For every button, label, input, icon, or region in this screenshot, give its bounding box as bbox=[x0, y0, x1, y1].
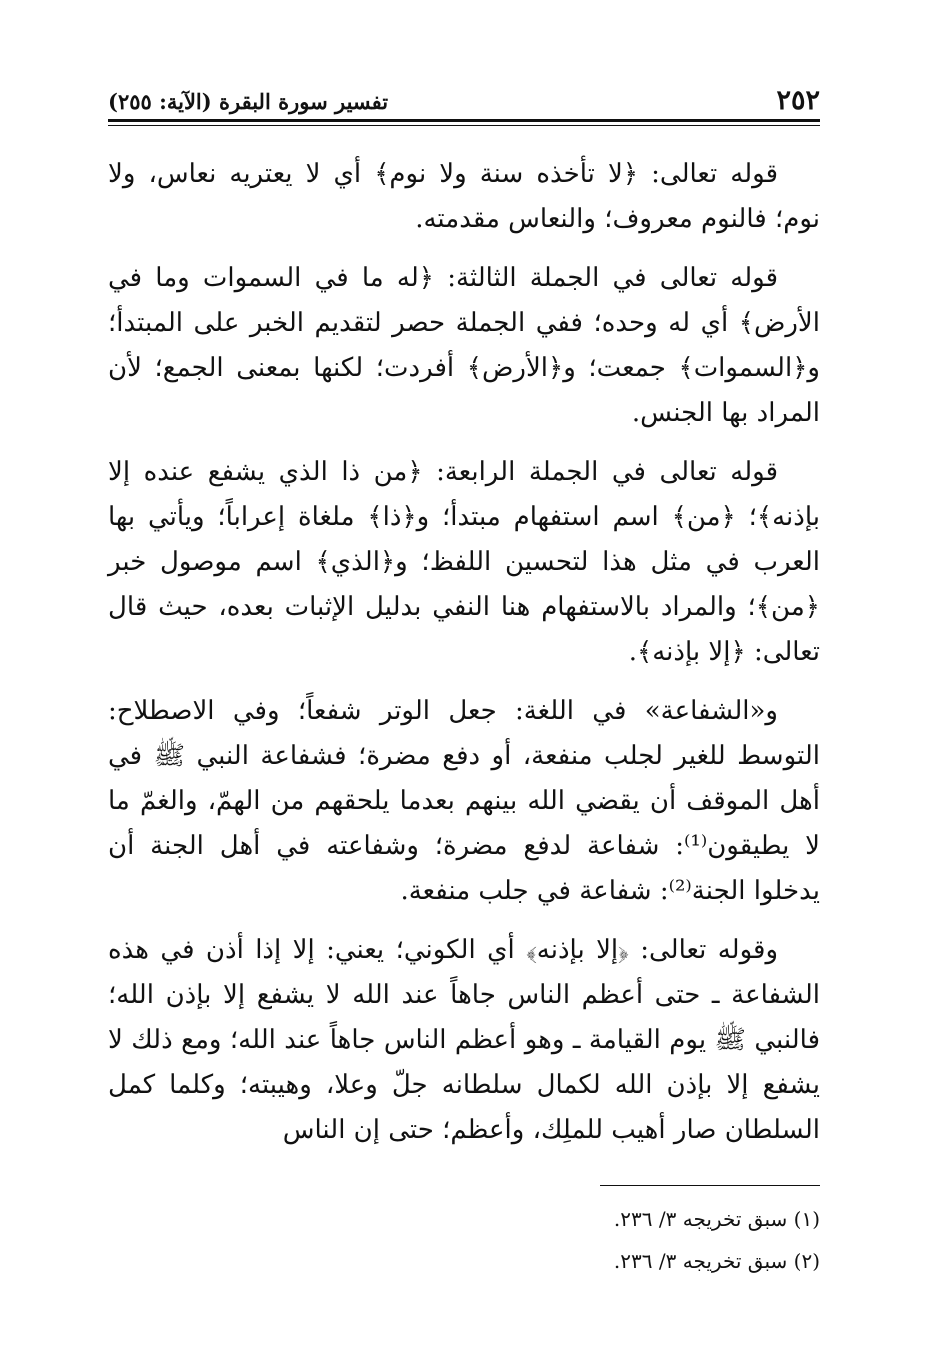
header-rule-thin bbox=[108, 125, 820, 126]
footnotes bbox=[108, 1198, 820, 1282]
main-text bbox=[108, 152, 820, 1167]
header-rule-thick bbox=[108, 119, 820, 122]
footnote-item: (١) سبق تخريجه ٣/ ٢٣٦. bbox=[613, 1207, 820, 1231]
paragraph: قوله تعالى: ﴿لا تأخذه سنة ولا نوم﴾ أي لا يعتريه نعاس، ولا نوم؛ فالنوم معروف؛ والنعاس مقدمته. bbox=[108, 159, 820, 234]
paragraph: و«الشفاعة» في اللغة: جعل الوتر شفعاً؛ وفي الاصطلاح: التوسط للغير لجلب منفعة، أو دفع مضرة؛ فشفاعة النبي ﷺ في أهل الموقف أن يقضي الله بينهم بعدما يلحقهم من الهمّ، والغمّ ما لا يطيقون⁽¹⁾: شفاعة لدفع مضرة؛ وشفاعته في أهل الجنة أن يدخلوا الجنة⁽²⁾: شفاعة في جلب منفعة. bbox=[108, 696, 820, 906]
paragraph: قوله تعالى في الجملة الرابعة: ﴿من ذا الذي يشفع عنده إلا بإذنه﴾؛ ﴿من﴾ اسم استفهام مبتدأ؛ و﴿ذا﴾ ملغاة إعراباً؛ ويأتي بها العرب في مثل هذا لتحسين اللفظ؛ و﴿الذي﴾ اسم موصول خبر ﴿من﴾؛ والمراد بالاستفهام هنا النفي بدليل الإثبات بعده، حيث قال تعالى: ﴿إلا بإذنه﴾. bbox=[108, 457, 820, 667]
page-number: ٢٥٢ bbox=[776, 85, 820, 116]
footnote-separator bbox=[600, 1185, 820, 1186]
running-title: تفسير سورة البقرة (الآية: ٢٥٥) bbox=[108, 89, 389, 114]
paragraph: وقوله تعالى: ﴿إلا بإذنه﴾ أي الكوني؛ يعني: إلا إذا أذن في هذه الشفاعة ـ حتى أعظم الناس جاهاً عند الله لا يشفع إلا بإذن الله؛ فالنبي ﷺ يوم القيامة ـ وهو أعظم الناس جاهاً عند الله؛ ومع ذلك لا يشفع إلا بإذن الله لكمال سلطانه جلّ وعلا، وهيبته؛ وكلما كمل السلطان صار أهيب للملِك، وأعظم؛ حتى إن الناس bbox=[108, 935, 820, 1145]
paragraph: قوله تعالى في الجملة الثالثة: ﴿له ما في السموات وما في الأرض﴾ أي له وحده؛ ففي الجملة حصر لتقديم الخبر على المبتدأ؛ و﴿السموات﴾ جمعت؛ و﴿الأرض﴾ أفردت؛ لكنها بمعنى الجمع؛ لأن المراد بها الجنس. bbox=[108, 263, 820, 428]
footnote-item: (٢) سبق تخريجه ٣/ ٢٣٦. bbox=[613, 1249, 820, 1273]
page-header bbox=[108, 84, 820, 124]
